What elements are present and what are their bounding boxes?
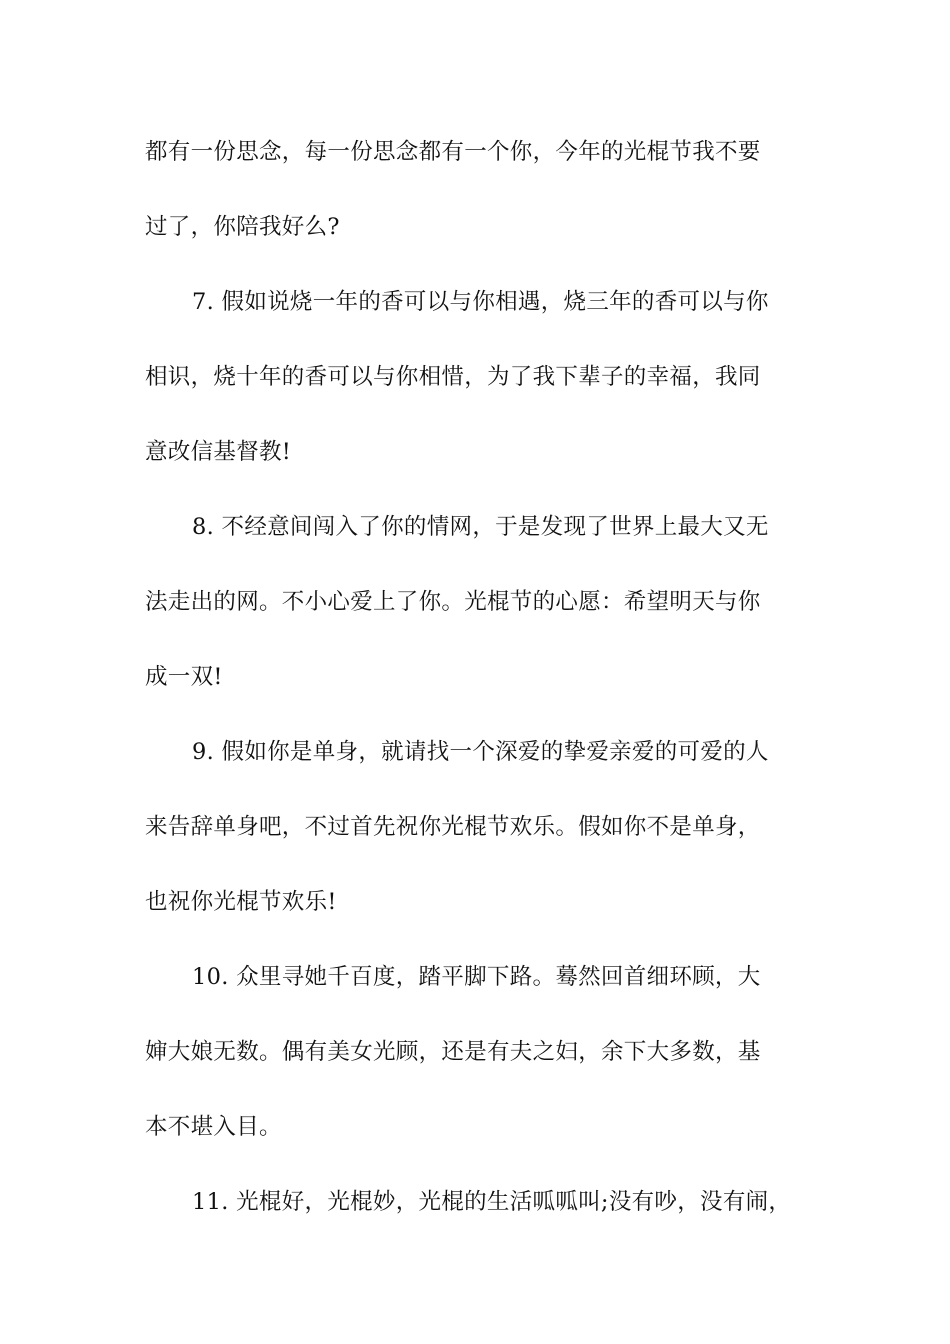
list-item-10-line: 10. 众里寻她千百度，踏平脚下路。蓦然回首细环顾，大 xyxy=(192,964,761,990)
text-line: 意改信基督教! xyxy=(145,439,292,465)
text-line: 相识，烧十年的香可以与你相惜，为了我下辈子的幸福，我同 xyxy=(145,364,761,390)
text-line: 法走出的网。不小心爱上了你。光棍节的心愿：希望明天与你 xyxy=(145,589,761,615)
list-item-7-line: 7. 假如说烧一年的香可以与你相遇，烧三年的香可以与你 xyxy=(192,289,769,315)
text-line: 成一双! xyxy=(145,664,223,690)
text-line: 都有一份思念，每一份思念都有一个你，今年的光棍节我不要 xyxy=(145,139,761,165)
text-line: 来告辞单身吧，不过首先祝你光棍节欢乐。假如你不是单身， xyxy=(145,814,761,840)
text-line: 本不堪入目。 xyxy=(145,1114,282,1140)
list-item-9-line: 9. 假如你是单身，就请找一个深爱的挚爱亲爱的可爱的人 xyxy=(192,739,769,765)
list-item-11-line: 11. 光棍好，光棍妙，光棍的生活呱呱叫;没有吵，没有闹， xyxy=(192,1189,792,1215)
text-line: 也祝你光棍节欢乐! xyxy=(145,889,337,915)
list-item-8-line: 8. 不经意间闯入了你的情网，于是发现了世界上最大又无 xyxy=(192,514,769,540)
text-line: 过了，你陪我好么? xyxy=(145,214,340,240)
text-line: 婶大娘无数。偶有美女光顾，还是有夫之妇，余下大多数，基 xyxy=(145,1039,761,1065)
